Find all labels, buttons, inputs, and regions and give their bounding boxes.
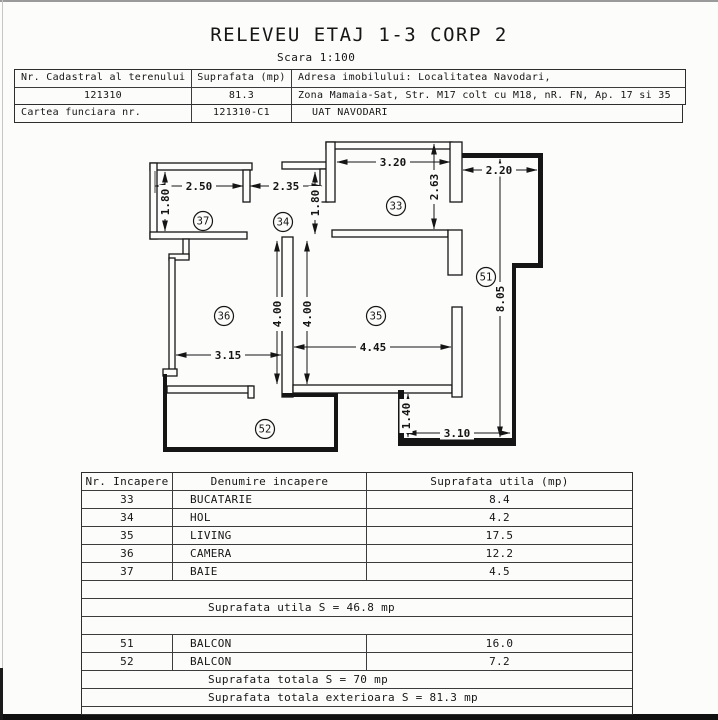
table-header-row bbox=[82, 473, 632, 491]
table-row-balcon-51 bbox=[82, 635, 632, 653]
land-area-label: Suprafata (mp) bbox=[191, 70, 291, 87]
table-row bbox=[82, 545, 632, 563]
cell-nr: 51 bbox=[82, 635, 173, 652]
dim-label-4-00-right: 4.00 bbox=[301, 300, 314, 328]
dim-label-4-45: 4.45 bbox=[359, 341, 387, 354]
land-book-value: 121310-C1 bbox=[191, 105, 291, 122]
dim-label-3-20: 3.20 bbox=[379, 156, 407, 169]
cell-nr: 37 bbox=[82, 563, 173, 580]
dim-label-2-20: 2.20 bbox=[485, 164, 513, 177]
cadastral-number-label: Nr. Cadastral al terenului bbox=[21, 72, 186, 83]
cell-area: 16.0 bbox=[485, 637, 514, 650]
subtotal-utila-row: Suprafata utila S = 46.8 mp bbox=[82, 599, 632, 617]
address-line-1: Adresa imobilului: Localitatea Navodari, bbox=[291, 70, 685, 87]
balcony-walls bbox=[163, 153, 543, 452]
dim-label-1-80-left: 1.80 bbox=[159, 188, 172, 216]
land-book-label: Cartea funciara nr. bbox=[21, 107, 142, 118]
cell-name: CAMERA bbox=[173, 545, 367, 562]
room-number-36: 36 bbox=[217, 310, 231, 323]
table-row-balcon-52 bbox=[82, 653, 632, 671]
dim-label-2-50: 2.50 bbox=[185, 180, 213, 193]
room-number-34: 34 bbox=[276, 216, 290, 229]
table-row bbox=[82, 509, 632, 527]
scale-label: Scara 1:100 bbox=[277, 51, 356, 64]
cadastral-number-value: 121310 bbox=[15, 87, 191, 104]
total-row: Suprafata totala S = 70 mp bbox=[82, 671, 632, 689]
header-nr-incapere: Nr. Incapere bbox=[82, 473, 173, 490]
room-circle-51 bbox=[477, 268, 496, 287]
room-number-35: 35 bbox=[369, 310, 383, 323]
spacer-row bbox=[82, 581, 632, 599]
room-number-52: 52 bbox=[258, 423, 272, 436]
cell-name: HOL bbox=[173, 509, 367, 526]
dim-label-3-10: 3.10 bbox=[443, 427, 471, 440]
room-number-51: 51 bbox=[479, 271, 493, 284]
room-number-37: 37 bbox=[196, 215, 210, 228]
room-circle-52 bbox=[256, 420, 275, 439]
room-areas-table bbox=[81, 472, 633, 715]
dim-label-1-80-right: 1.80 bbox=[309, 189, 322, 217]
table-row bbox=[82, 491, 632, 509]
spacer-row bbox=[82, 617, 632, 635]
table-row bbox=[82, 527, 632, 545]
cell-nr: 35 bbox=[82, 527, 173, 544]
cell-area: 7.2 bbox=[489, 655, 510, 668]
room-number-33: 33 bbox=[389, 200, 403, 213]
cell-area: 4.2 bbox=[489, 511, 510, 524]
cell-area: 4.5 bbox=[489, 565, 510, 578]
room-circle-37 bbox=[194, 212, 213, 231]
room-circle-35 bbox=[367, 307, 386, 326]
cell-area: 8.4 bbox=[489, 493, 510, 506]
uat-value: UAT NAVODARI bbox=[291, 105, 682, 122]
cell-nr: 33 bbox=[82, 491, 173, 508]
cell-name: LIVING bbox=[173, 527, 367, 544]
header-suprafata: Suprafata utila (mp) bbox=[430, 475, 569, 488]
land-area-value: 81.3 bbox=[191, 87, 291, 104]
dim-label-2-35: 2.35 bbox=[272, 180, 300, 193]
cell-name: BALCON bbox=[173, 635, 367, 652]
room-circle-33 bbox=[387, 197, 406, 216]
cell-area: 12.2 bbox=[485, 547, 514, 560]
dim-label-1-40: 1.40 bbox=[400, 402, 413, 430]
cell-nr: 36 bbox=[82, 545, 173, 562]
spacer-row bbox=[82, 707, 632, 715]
address-line-2: Zona Mamaia-Sat, Str. M17 colt cu M18, nR. FN, Ap. 17 si 35 bbox=[291, 87, 685, 104]
cell-area: 17.5 bbox=[485, 529, 514, 542]
cell-name: BAIE bbox=[173, 563, 367, 580]
page-title: RELEVEU ETAJ 1-3 CORP 2 bbox=[210, 24, 508, 46]
room-circle-36 bbox=[215, 307, 234, 326]
room-circle-34 bbox=[274, 213, 293, 232]
total-exterior-row: Suprafata totala exterioara S = 81.3 mp bbox=[82, 689, 632, 707]
dim-label-3-15: 3.15 bbox=[214, 349, 242, 362]
dim-label-4-00-left: 4.00 bbox=[271, 300, 284, 328]
cell-name: BALCON bbox=[173, 653, 367, 670]
cell-nr: 52 bbox=[82, 653, 173, 670]
dim-label-8-05: 8.05 bbox=[494, 285, 507, 313]
cell-name: BUCATARIE bbox=[173, 491, 367, 508]
dim-label-2-63: 2.63 bbox=[428, 173, 441, 201]
table-row bbox=[82, 563, 632, 581]
cell-nr: 34 bbox=[82, 509, 173, 526]
header-denumire: Denumire incapere bbox=[173, 473, 367, 490]
